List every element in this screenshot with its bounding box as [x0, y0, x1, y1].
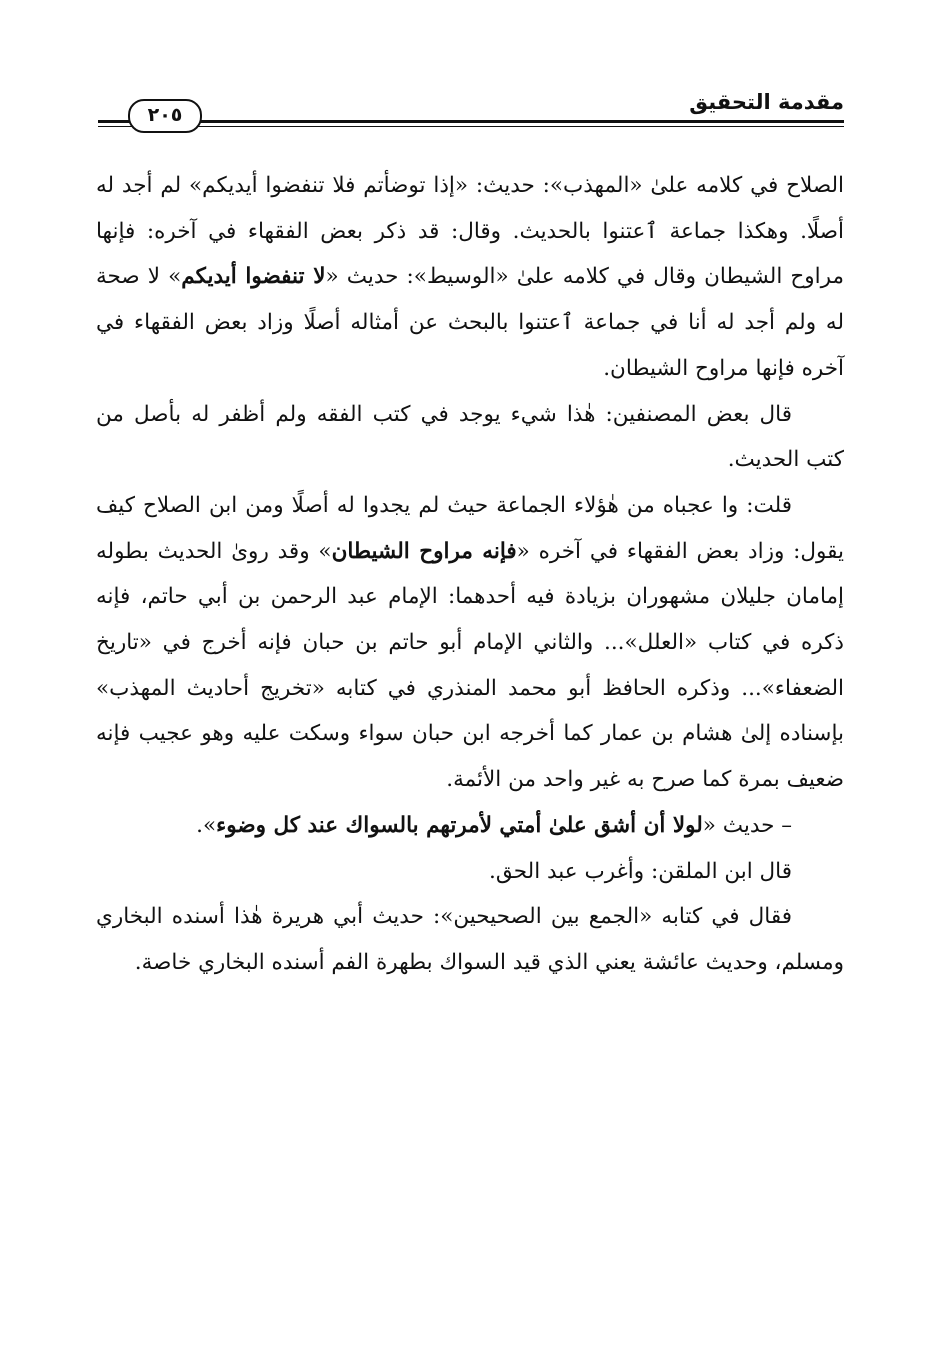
text-segment: – حديث «	[702, 812, 792, 838]
paragraph	[96, 894, 844, 985]
text-segment: ».	[196, 812, 217, 838]
text-segment: قال بعض المصنفين: هٰذا شيء يوجد في كتب الفقه ولم أظفر له بأصل من كتب الحديث.	[96, 401, 844, 473]
text-segment: قال ابن الملقن: وأغرب عبد الحق.	[489, 858, 792, 884]
text-segment: » لا صحة له ولم أجد له أنا في جماعة ٱعتنوا بالبحث عن أمثاله أصلًا وزاد بعض الفقهاء في آخره فإنها مراوح الشيطان.	[96, 264, 844, 381]
paragraph	[96, 803, 844, 849]
running-header	[98, 80, 844, 132]
text-segment: قلت: وا عجباه من هٰؤلاء الجماعة حيث لم يجدوا له أصلًا ومن ابن الصلاح كيف يقول: وزاد بعض الفقهاء في آخره «	[96, 492, 845, 564]
chapter-title: مقدمة التحقيق	[689, 90, 844, 114]
text-segment: فقال في كتابه «الجمع بين الصحيحين»: حديث أبي هريرة هٰذا أسنده البخاري ومسلم، وحديث عائشة يعني الذي قيد السواك بطهرة الفم أسنده البخاري خاصة.	[96, 904, 844, 975]
paragraph	[96, 849, 844, 895]
bold-hadith-text: فإنه مراوح الشيطان	[331, 538, 517, 564]
page-number: ٢٠٥	[128, 99, 202, 133]
paragraph	[96, 483, 844, 803]
text-segment: الصلاح في كلامه علىٰ «المهذب»: حديث: «إذا توضأتم فلا تنفضوا أيديكم» لم أجد له أصلًا. وهكذا جماعة ٱعتنوا بالحديث. وقال: قد ذكر بعض الفقهاء في آخره: فإنها مراوح الشيطان وقال في كلامه علىٰ «الوسيط»: حديث «	[96, 173, 845, 290]
paragraph	[96, 392, 844, 483]
paragraph	[96, 163, 844, 392]
header-rule-thin	[98, 126, 844, 127]
text-segment: » وقد روىٰ الحديث بطوله إمامان جليلان مشهوران بزيادة فيه أحدهما: الإمام عبد الرحمن بن أبي حاتم، فإنه ذكره في كتاب «العلل»... والثاني الإمام أبو حاتم بن حبان فإنه أخرج في «تاريخ الضعفاء»... وذكره الحافظ أبو محمد المنذري في كتابه «تخريج أحاديث المهذب» بإسناده إلىٰ هشام بن عمار كما أخرجه ابن حبان سواء وسكت عليه وهو عجيب فإنه ضعيف بمرة كما صرح به غير واحد من الأئمة.	[96, 538, 844, 793]
header-rule-thick	[98, 120, 844, 123]
bold-hadith-text: لولا أن أشق علىٰ أمتي لأمرتهم بالسواك عند كل وضوء	[216, 812, 703, 838]
body-text	[96, 163, 844, 986]
bold-hadith-text: لا تنفضوا أيديكم	[181, 264, 326, 290]
